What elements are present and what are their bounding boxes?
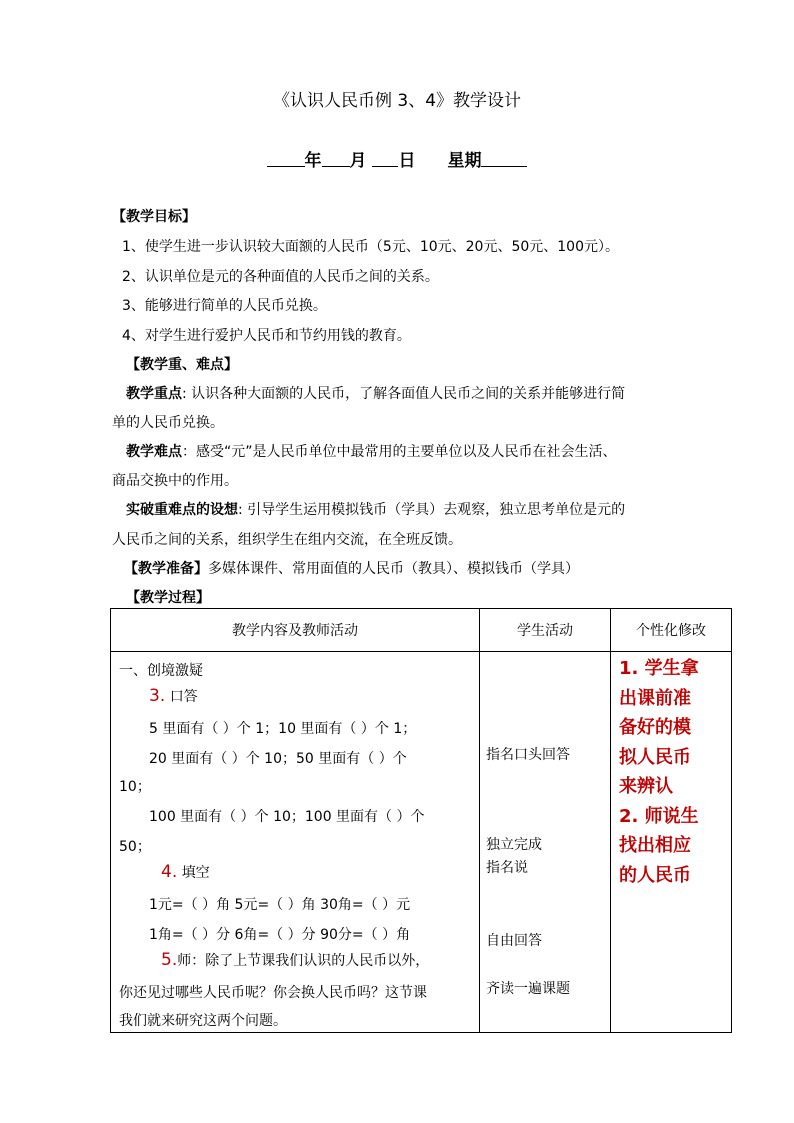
item-3-number: 3. — [149, 686, 166, 706]
note-line: 2. 师说生 — [619, 805, 699, 827]
item-4 — [161, 862, 210, 882]
table-header-row — [111, 609, 732, 652]
year-blank — [267, 150, 305, 167]
note-line: 的人民币 — [619, 864, 691, 886]
breakthrough-line — [126, 499, 625, 519]
objective-item: 4、对学生进行爱护人民币和节约用钱的教育。 — [122, 328, 411, 344]
preparation-line — [124, 558, 579, 578]
preparation-text: 多媒体课件、常用面值的人民币（教具）、模拟钱币（学具） — [208, 561, 579, 577]
breakthrough-text-cont: 人民币之间的关系，组织学生在组内交流，在全班反馈。 — [112, 532, 462, 548]
note-line: 备好的模 — [619, 717, 691, 738]
document-title: 《认识人民币例 3、4》教学设计 — [272, 91, 522, 111]
item-3-label: 口答 — [169, 689, 198, 705]
difficulty-line — [126, 441, 617, 461]
fill-blank-line: 1角=（ ）分 6角=（ ）分 90分=（ ）角 — [149, 927, 411, 943]
item-4-label: 填空 — [181, 865, 210, 881]
focus-text: : 认识各种大面额的人民币，了解各面值人民币之间的关系并能够进行简 — [182, 386, 626, 402]
item-5-text-cont: 我们就来研究这两个问题。 — [119, 1013, 287, 1029]
item-5 — [161, 950, 429, 970]
student-activity-item: 指名说 — [486, 860, 528, 876]
key-points-heading: 【教学重、难点】 — [126, 357, 238, 373]
objective-item: 3、能够进行简单的人民币兑换。 — [122, 298, 327, 314]
header-personal-notes: 个性化修改 — [611, 609, 732, 652]
teacher-activity-cell — [111, 652, 480, 1033]
teaching-process-table — [110, 608, 732, 1033]
student-activity-cell — [480, 652, 611, 1033]
preparation-heading: 【教学准备】 — [124, 561, 208, 577]
personal-notes-cell — [611, 652, 732, 1033]
student-activity-item: 指名口头回答 — [486, 747, 570, 763]
item-3 — [149, 686, 198, 706]
note-line: 1. 学生拿 — [619, 658, 699, 679]
section-title: 一、创境激疑 — [119, 663, 203, 679]
student-activity-item: 自由回答 — [486, 933, 542, 949]
month-label: 月 — [349, 151, 367, 171]
objectives-heading: 【教学目标】 — [112, 209, 196, 225]
difficulty-label: 教学难点 — [126, 444, 182, 460]
difficulty-text: ：感受“元”是人民币单位中最常用的主要单位以及人民币在社会生活、 — [182, 444, 617, 460]
question-line: 100 里面有（ ）个 10；100 里面有（ ）个 — [149, 809, 425, 825]
note-line: 找出相应 — [619, 835, 691, 856]
difficulty-text-cont: 商品交换中的作用。 — [112, 473, 238, 489]
item-5-text: 师：除了上节课我们认识的人民币以外， — [177, 953, 430, 969]
item-4-number: 4. — [161, 862, 178, 882]
student-activity-item: 独立完成 — [486, 837, 542, 853]
note-line: 拟人民币 — [619, 746, 691, 768]
note-line: 出课前准 — [619, 687, 691, 709]
weekday-blank — [481, 150, 527, 167]
process-heading: 【教学过程】 — [126, 590, 210, 606]
focus-text-cont: 单的人民币兑换。 — [112, 415, 224, 431]
item-5-number: 5. — [161, 950, 178, 970]
day-label: 日 — [398, 151, 416, 171]
weekday-label: 星期 — [447, 151, 482, 171]
breakthrough-text: : 引导学生运用模拟钱币（学具）去观察，独立思考单位是元的 — [238, 502, 626, 518]
objective-item: 2、认识单位是元的各种面值的人民币之间的关系。 — [122, 269, 439, 285]
focus-label: 教学重点 — [126, 386, 182, 402]
item-5-text-cont: 你还见过哪些人民币呢？你会换人民币吗？这节课 — [119, 985, 427, 1001]
question-line: 50； — [119, 839, 151, 855]
question-line: 5 里面有（ ）个 1；10 里面有（ ）个 1； — [149, 721, 417, 737]
fill-blank-line: 1元=（ ）角 5元=（ ）角 30角=（ ）元 — [149, 897, 411, 913]
table-row — [111, 652, 732, 1033]
student-activity-item: 齐读一遍课题 — [486, 981, 570, 997]
header-teacher-activity: 教学内容及教师活动 — [111, 609, 480, 652]
focus-line — [126, 383, 625, 403]
objective-item: 1、使学生进一步认识较大面额的人民币（5元、10元、20元、50元、100元）。 — [122, 239, 619, 255]
breakthrough-label: 实破重难点的设想 — [126, 502, 238, 518]
question-line: 20 里面有（ ）个 10；50 里面有（ ）个 — [149, 751, 407, 767]
note-line: 来辨认 — [619, 776, 673, 797]
day-blank — [372, 150, 398, 167]
date-line — [0, 146, 794, 171]
question-line: 10； — [119, 779, 151, 795]
year-label: 年 — [304, 151, 322, 171]
month-blank — [322, 150, 350, 167]
header-student-activity: 学生活动 — [480, 609, 611, 652]
